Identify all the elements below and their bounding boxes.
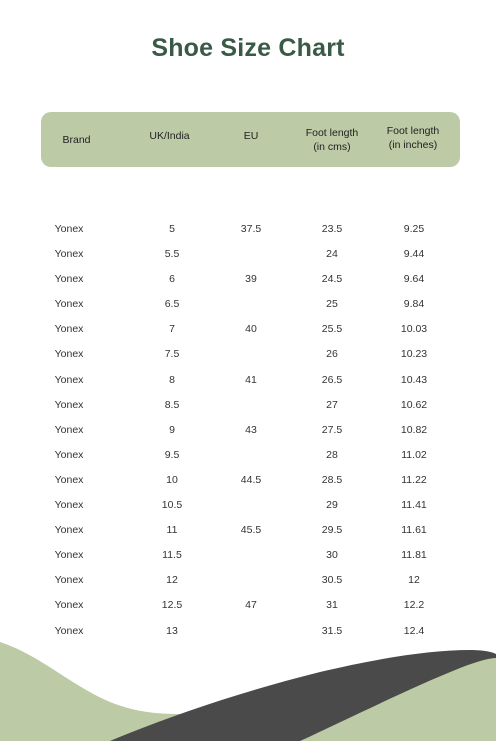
header-brand: [49, 112, 104, 167]
cell-uk-size: 10.5: [161, 499, 183, 512]
cell-brand: Yonex: [54, 248, 84, 261]
table-row: [0, 267, 496, 292]
table-row: [0, 468, 496, 493]
cell-foot-length-in: 10.23: [400, 348, 428, 361]
cell-uk-size: 9.5: [164, 448, 180, 461]
cell-uk-size: 6.5: [164, 298, 180, 311]
cell-eu-size: [226, 443, 276, 468]
cell-eu-size: [226, 242, 276, 267]
cell-eu-size: 44.5: [240, 473, 262, 486]
cell-uk-size: 8: [169, 373, 175, 386]
header-uk-label: UK/India: [149, 129, 190, 142]
wave-decoration: [0, 630, 496, 741]
header-eu-label: EU: [243, 129, 259, 142]
cell-foot-length-cm: 26.5: [321, 373, 343, 386]
cell-brand: Yonex: [54, 599, 84, 612]
table-row: [0, 493, 496, 518]
cell-eu-size: 45.5: [240, 524, 262, 537]
cell-foot-length-in: 11.22: [401, 473, 427, 486]
cell-foot-length-cm: 26: [326, 348, 338, 361]
table-row: [0, 217, 496, 242]
cell-uk-size: 6: [169, 273, 175, 286]
cell-eu-size: [226, 568, 276, 593]
cell-foot-length-in: 9.84: [403, 298, 425, 311]
cell-foot-length-cm: 27: [326, 398, 338, 411]
cell-eu-size: 47: [245, 599, 257, 612]
cell-brand: Yonex: [54, 549, 84, 562]
cell-foot-length-cm: 24.5: [321, 273, 343, 286]
cell-foot-length-in: 9.25: [403, 223, 425, 235]
cell-foot-length-cm: 31: [326, 599, 338, 612]
table-row: [0, 568, 496, 593]
cell-uk-size: 12: [166, 574, 178, 587]
cell-eu-size: 37.5: [240, 223, 262, 235]
cell-brand: Yonex: [54, 398, 84, 411]
cell-foot-length-in: 9.44: [403, 248, 425, 261]
cell-foot-length-in: 12.2: [403, 599, 425, 612]
cell-uk-size: 5: [169, 223, 175, 235]
cell-foot-length-cm: 30.5: [321, 574, 343, 587]
table-row: [0, 543, 496, 568]
cell-foot-length-in: 10.43: [400, 373, 428, 386]
cell-uk-size: 10: [166, 473, 178, 486]
header-eu: [226, 108, 276, 163]
header-foot-length-cm: [297, 112, 367, 167]
cell-brand: Yonex: [54, 499, 84, 512]
cell-foot-length-in: 9.64: [403, 273, 425, 286]
cell-eu-size: 41: [245, 373, 257, 386]
table-row: [0, 292, 496, 317]
cell-foot-length-in: 12.4: [403, 624, 425, 637]
cell-foot-length-cm: 28: [326, 448, 338, 461]
header-cm-line2: (in cms): [313, 140, 351, 153]
cell-eu-size: [226, 493, 276, 518]
cell-foot-length-in: 11.41: [401, 499, 427, 512]
cell-uk-size: 9: [169, 423, 175, 436]
cell-foot-length-cm: 28.5: [321, 473, 343, 486]
cell-foot-length-cm: 24: [326, 248, 338, 261]
cell-foot-length-cm: 29: [326, 499, 338, 512]
cell-brand: Yonex: [54, 298, 84, 311]
cell-uk-size: 8.5: [164, 398, 180, 411]
cell-eu-size: [226, 393, 276, 418]
cell-foot-length-in: 11.02: [401, 448, 427, 461]
table-row: [0, 342, 496, 367]
table-row: [0, 418, 496, 443]
cell-foot-length-in: 12: [408, 574, 420, 587]
cell-eu-size: [226, 292, 276, 317]
cell-foot-length-cm: 23.5: [321, 223, 343, 235]
table-row: [0, 317, 496, 342]
cell-brand: Yonex: [54, 524, 84, 537]
table-row: [0, 393, 496, 418]
cell-brand: Yonex: [54, 624, 84, 637]
table-row: [0, 593, 496, 618]
cell-foot-length-cm: 29.5: [321, 524, 343, 537]
cell-eu-size: 40: [245, 323, 257, 336]
cell-brand: Yonex: [54, 273, 84, 286]
table-row: [0, 518, 496, 543]
header-in-line2: (in inches): [388, 138, 438, 151]
cell-foot-length-cm: 25: [326, 298, 338, 311]
table-row: [0, 242, 496, 267]
cell-foot-length-cm: 30: [326, 549, 338, 562]
cell-eu-size: [226, 342, 276, 367]
table-header: [41, 112, 460, 167]
cell-brand: Yonex: [54, 373, 84, 386]
cell-eu-size: 39: [245, 273, 257, 286]
cell-uk-size: 11: [166, 524, 178, 537]
cell-foot-length-in: 10.62: [400, 398, 428, 411]
cell-uk-size: 7: [169, 323, 175, 336]
cell-foot-length-cm: 27.5: [321, 423, 343, 436]
header-foot-length-in: [378, 110, 448, 165]
table-body: [0, 217, 496, 644]
header-cm-line1: Foot length: [305, 126, 359, 139]
cell-brand: Yonex: [54, 448, 84, 461]
cell-uk-size: 13: [166, 624, 178, 637]
cell-brand: Yonex: [54, 323, 84, 336]
cell-brand: Yonex: [54, 223, 84, 235]
header-in-line1: Foot length: [386, 124, 440, 137]
cell-uk-size: 5.5: [164, 248, 180, 261]
cell-foot-length-cm: 25.5: [321, 323, 343, 336]
cell-uk-size: 11.5: [162, 549, 182, 562]
cell-foot-length-in: 10.03: [400, 323, 428, 336]
header-uk: [142, 108, 197, 163]
header-brand-label: Brand: [62, 133, 91, 146]
cell-foot-length-in: 11.61: [401, 524, 427, 537]
cell-eu-size: 43: [245, 423, 257, 436]
cell-uk-size: 12.5: [161, 599, 183, 612]
cell-brand: Yonex: [54, 423, 84, 436]
cell-eu-size: [226, 543, 276, 568]
cell-uk-size: 7.5: [164, 348, 180, 361]
cell-brand: Yonex: [54, 473, 84, 486]
cell-foot-length-cm: 31.5: [321, 624, 343, 637]
table-row: [0, 368, 496, 393]
page-title: Shoe Size Chart: [151, 34, 345, 62]
cell-brand: Yonex: [54, 574, 84, 587]
table-row: [0, 443, 496, 468]
cell-foot-length-in: 10.82: [400, 423, 428, 436]
cell-foot-length-in: 11.81: [401, 549, 427, 562]
cell-brand: Yonex: [54, 348, 84, 361]
